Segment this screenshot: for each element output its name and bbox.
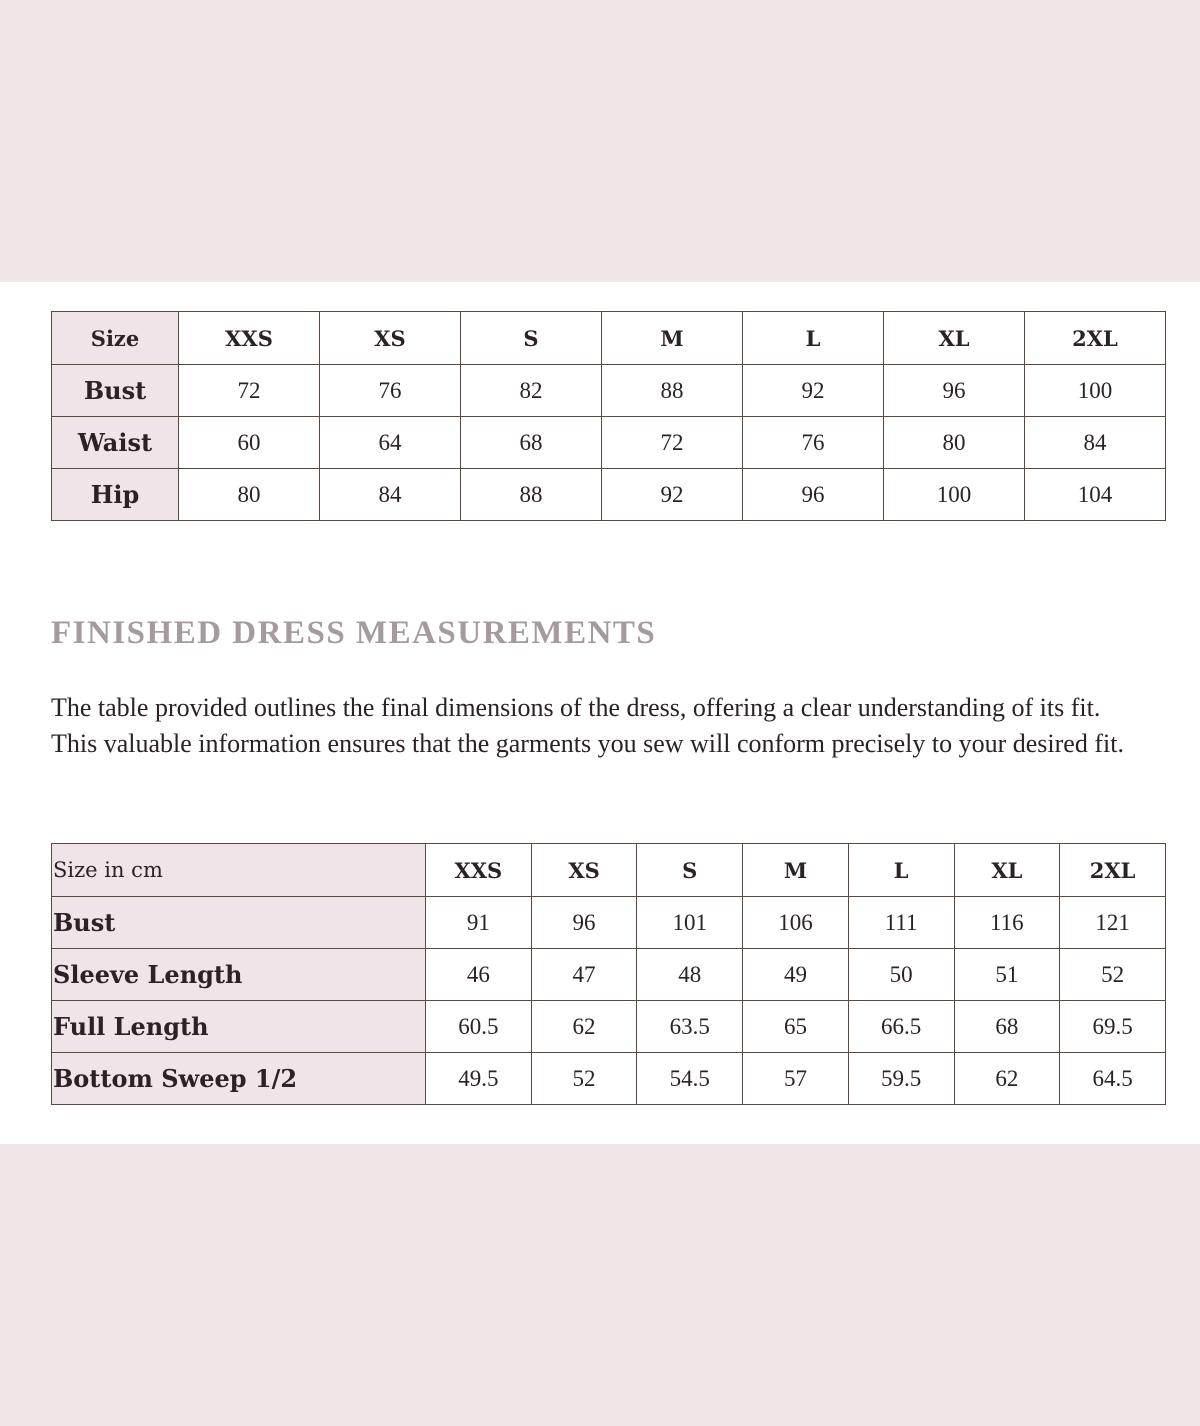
table-cell: 72	[602, 417, 743, 469]
table-cell: 49.5	[426, 1053, 532, 1105]
table-cell: 92	[602, 469, 743, 521]
table-cell: 91	[426, 897, 532, 949]
size-xxs-header: XXS	[179, 312, 320, 365]
size-l-header: L	[743, 312, 884, 365]
table-cell: 100	[1025, 365, 1166, 417]
row-label: Waist	[52, 417, 179, 469]
row-label: Full Length	[52, 1001, 426, 1053]
table-cell: 64.5	[1060, 1053, 1166, 1105]
table-cell: 49	[743, 949, 849, 1001]
table-row-full-length	[52, 1001, 1166, 1053]
bottom-background-band	[0, 1144, 1200, 1426]
table-cell: 100	[884, 469, 1025, 521]
table-cell: 52	[531, 1053, 637, 1105]
section-description: The table provided outlines the final dimensions of the dress, offering a clear understanding of its fit. This valuable information ensures that the garments you sew will conform precisely to your desired fit.	[51, 693, 1124, 758]
size-xxs-header: XXS	[426, 844, 532, 897]
table-cell: 106	[743, 897, 849, 949]
table-cell: 54.5	[637, 1053, 743, 1105]
row-label: Hip	[52, 469, 179, 521]
table-cell: 80	[179, 469, 320, 521]
table-cell: 88	[461, 469, 602, 521]
table-cell: 52	[1060, 949, 1166, 1001]
table-cell: 62	[954, 1053, 1060, 1105]
size-2xl-header: 2XL	[1025, 312, 1166, 365]
table-cell: 68	[461, 417, 602, 469]
size-xl-header: XL	[954, 844, 1060, 897]
row-label: Bottom Sweep 1/2	[52, 1053, 426, 1105]
table-cell: 80	[884, 417, 1025, 469]
table-cell: 69.5	[1060, 1001, 1166, 1053]
table-header-row	[52, 844, 1166, 897]
table-cell: 104	[1025, 469, 1166, 521]
table-cell: 60	[179, 417, 320, 469]
table-cell: 116	[954, 897, 1060, 949]
table-cell: 64	[320, 417, 461, 469]
table-cell: 72	[179, 365, 320, 417]
table-row-sleeve-length	[52, 949, 1166, 1001]
row-label: Bust	[52, 365, 179, 417]
table-cell: 96	[531, 897, 637, 949]
table-cell: 60.5	[426, 1001, 532, 1053]
size-l-header: L	[848, 844, 954, 897]
table-cell: 50	[848, 949, 954, 1001]
table-cell: 65	[743, 1001, 849, 1053]
size-s-header: S	[461, 312, 602, 365]
table-row-hip	[52, 469, 1166, 521]
table-cell: 51	[954, 949, 1060, 1001]
table-cell: 62	[531, 1001, 637, 1053]
table-cell: 96	[743, 469, 884, 521]
section-title: FINISHED DRESS MEASUREMENTS	[51, 615, 657, 651]
size-xs-header: XS	[531, 844, 637, 897]
table-cell: 63.5	[637, 1001, 743, 1053]
table-cell: 76	[320, 365, 461, 417]
table-cell: 121	[1060, 897, 1166, 949]
table-cell: 101	[637, 897, 743, 949]
table-cell: 48	[637, 949, 743, 1001]
table-cell: 82	[461, 365, 602, 417]
size-m-header: M	[602, 312, 743, 365]
table-row-bust	[52, 897, 1166, 949]
table-cell: 84	[1025, 417, 1166, 469]
size-m-header: M	[743, 844, 849, 897]
size-s-header: S	[637, 844, 743, 897]
content-panel	[0, 282, 1200, 1144]
table-header-row	[52, 312, 1166, 365]
finished-measurements-table	[51, 843, 1166, 1105]
table-cell: 88	[602, 365, 743, 417]
table-cell: 46	[426, 949, 532, 1001]
size-2xl-header: 2XL	[1060, 844, 1166, 897]
row-label: Bust	[52, 897, 426, 949]
table-cell: 76	[743, 417, 884, 469]
size-header-cell: Size	[52, 312, 179, 365]
row-label: Sleeve Length	[52, 949, 426, 1001]
table-cell: 59.5	[848, 1053, 954, 1105]
body-measurements-table	[51, 311, 1166, 521]
table-cell: 111	[848, 897, 954, 949]
table-cell: 96	[884, 365, 1025, 417]
size-xs-header: XS	[320, 312, 461, 365]
top-background-band	[0, 0, 1200, 282]
table-cell: 84	[320, 469, 461, 521]
table-row-bust	[52, 365, 1166, 417]
table-cell: 68	[954, 1001, 1060, 1053]
table-cell: 66.5	[848, 1001, 954, 1053]
table-row-bottom-sweep	[52, 1053, 1166, 1105]
table-cell: 47	[531, 949, 637, 1001]
table-cell: 57	[743, 1053, 849, 1105]
table-cell: 92	[743, 365, 884, 417]
size-xl-header: XL	[884, 312, 1025, 365]
table-row-waist	[52, 417, 1166, 469]
size-in-cm-header-cell: Size in cm	[52, 844, 426, 897]
